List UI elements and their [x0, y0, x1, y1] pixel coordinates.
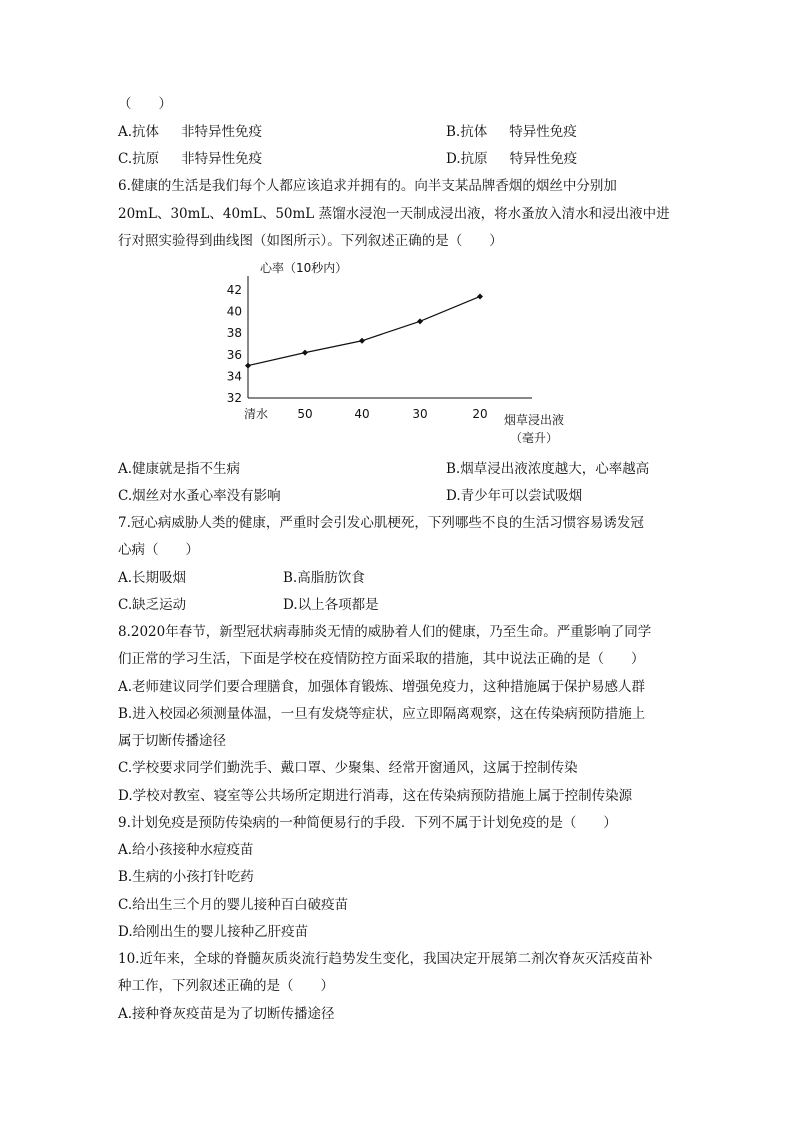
data-point — [477, 293, 483, 299]
y-tick-label: 34 — [226, 369, 242, 384]
q7-stem-line2: 心病（ ） — [118, 542, 199, 558]
y-tick-label: 32 — [226, 391, 242, 405]
q6-option-d: D.青少年可以尝试吸烟 — [446, 488, 583, 504]
y-tick-label: 42 — [226, 283, 242, 297]
q9-option-b: B.生病的小孩打针吃药 — [118, 869, 254, 885]
data-point — [417, 318, 423, 324]
q8-stem-line2: 们正常的学习生活，下面是学校在疫情防控方面采取的措施，其中说法正确的是（ ） — [118, 651, 645, 667]
q9-stem: 9.计划免疫是预防传染病的一种简便易行的手段．下列不属于计划免疫的是（ ） — [118, 815, 617, 831]
x-tick-label: 20 — [472, 407, 488, 421]
q5-paren: （ ） — [118, 96, 172, 112]
data-point — [302, 350, 308, 356]
x-tick-label: 40 — [354, 407, 370, 421]
q7-option-c: C.缺乏运动 — [118, 597, 187, 613]
heart-rate-chart — [222, 256, 582, 451]
y-tick-label: 36 — [226, 347, 242, 362]
q6-option-c: C.烟丝对水蚤心率没有影响 — [118, 488, 281, 504]
q10-option-a: A.接种脊灰疫苗是为了切断传播途径 — [118, 1006, 335, 1022]
q5-option-d: D.抗原 特异性免疫 — [446, 151, 578, 167]
y-tick-label: 38 — [226, 326, 242, 341]
q7-stem-line1: 7.冠心病威胁人类的健康，严重时会引发心肌梗死，下列哪些不良的生活习惯容易诱发冠 — [118, 515, 644, 531]
q8-option-b-line2: 属于切断传播途径 — [118, 733, 226, 749]
q8-option-b-line1: B.进入校园必须测量体温，一旦有发烧等症状，应立即隔离观察，这在传染病预防措施上 — [118, 706, 646, 722]
q6-option-a: A.健康就是指不生病 — [118, 461, 241, 477]
chart-y-label: 心率（10秒内） — [260, 261, 348, 275]
q10-stem-line1: 10.近年来，全球的脊髓灰质炎流行趋势发生变化，我国决定开展第二剂次脊灰灭活疫苗补 — [118, 951, 653, 967]
q6-stem-line3: 行对照实验得到曲线图（如图所示）。下列叙述正确的是（ ） — [118, 233, 503, 249]
q9-option-d: D.给刚出生的婴儿接种乙肝疫苗 — [118, 924, 309, 940]
x-tick-label: 50 — [297, 407, 313, 421]
q5-option-a: A.抗体 非特异性免疫 — [118, 124, 263, 140]
q8-option-d: D.学校对教室、寝室等公共场所定期进行消毒，这在传染病预防措施上属于控制传染源 — [118, 788, 633, 804]
q8-option-a: A.老师建议同学们要合理膳食，加强体育锻炼、增强免疫力，这种措施属于保护易感人群 — [118, 679, 646, 695]
q5-option-b: B.抗体 特异性免疫 — [446, 124, 577, 140]
q9-option-a: A.给小孩接种水痘疫苗 — [118, 842, 254, 858]
q6-stem-line1: 6.健康的生活是我们每个人都应该追求并拥有的。向半支某品牌香烟的烟丝中分别加 — [118, 178, 617, 194]
q7-option-b: B.高脂肪饮食 — [283, 570, 365, 586]
q8-stem-line1: 8.2020年春节，新型冠状病毒肺炎无情的威胁着人们的健康，乃至生命。严重影响了同学 — [118, 624, 652, 640]
q7-option-a: A.长期吸烟 — [118, 570, 187, 586]
series-line — [248, 296, 480, 365]
q9-option-c: C.给出生三个月的婴儿接种百白破疫苗 — [118, 897, 349, 913]
q10-stem-line2: 种工作，下列叙述正确的是（ ） — [118, 978, 334, 994]
q6-stem-line2: 20mL、30mL、40mL、50mL 蒸馏水浸泡一天制成浸出液，将水蚤放入清水和浸出液中进 — [118, 206, 670, 222]
q6-option-b: B.烟草浸出液浓度越大，心率越高 — [446, 461, 650, 477]
q8-option-c: C.学校要求同学们勤洗手、戴口罩、少聚集、经常开窗通风，这属于控制传染 — [118, 760, 578, 776]
data-point — [245, 363, 251, 369]
q5-option-c: C.抗原 非特异性免疫 — [118, 151, 263, 167]
chart-x-label-unit: （毫升） — [510, 431, 559, 445]
y-tick-label: 40 — [226, 304, 242, 319]
chart-x-label: 烟草浸出液 — [504, 413, 565, 427]
x-tick-label: 30 — [412, 407, 428, 421]
x-tick-label: 清水 — [243, 407, 269, 421]
q7-option-d: D.以上各项都是 — [283, 597, 379, 613]
data-point — [359, 338, 365, 344]
